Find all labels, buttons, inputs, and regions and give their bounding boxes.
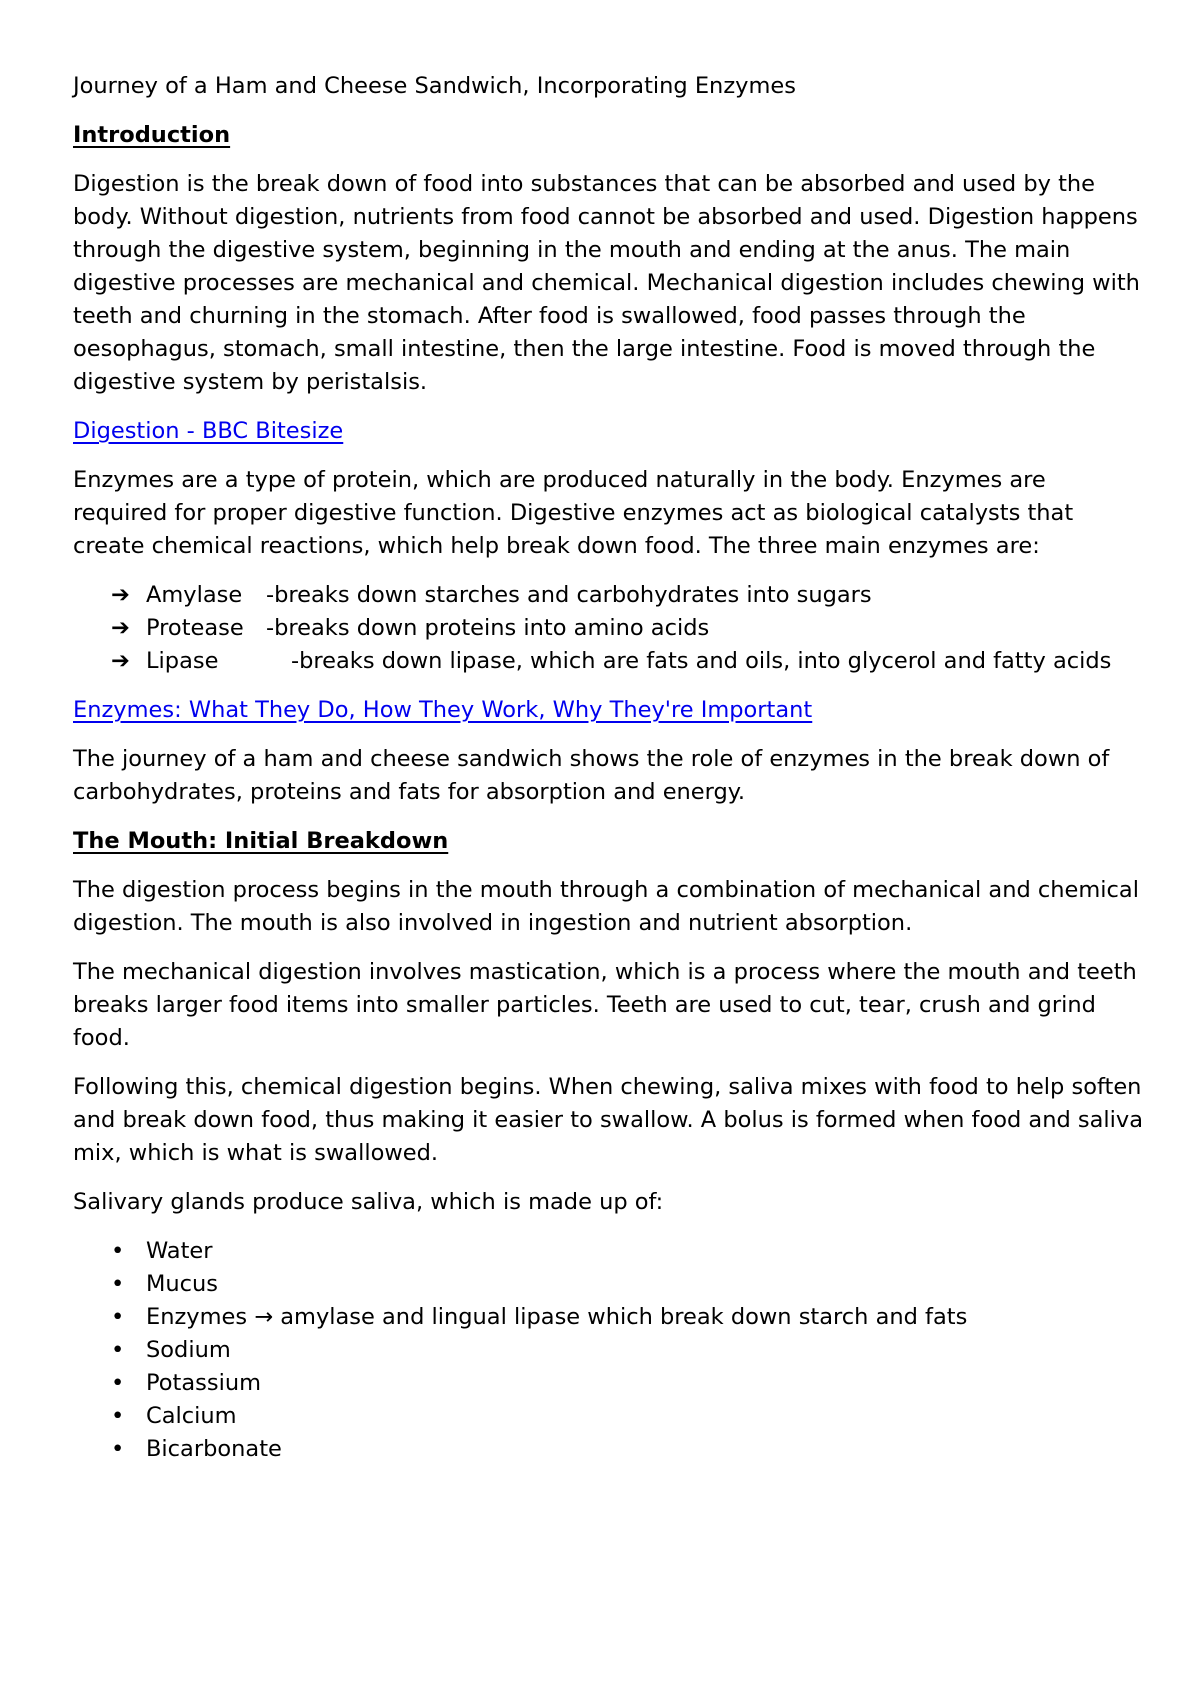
journey-paragraph: The journey of a ham and cheese sandwich shows the role of enzymes in the break down of carbohydrates, proteins and fats for absorption and energy. — [73, 746, 1110, 805]
list-item — [73, 1235, 1143, 1268]
bullet-icon: • — [111, 1271, 125, 1297]
list-item — [73, 1433, 1143, 1466]
mouth-heading: The Mouth: Initial Breakdown — [73, 828, 449, 854]
list-item — [73, 1268, 1143, 1301]
mouth-paragraph-2: The mechanical digestion involves mastication, which is a process where the mouth and teeth breaks larger food items into smaller particles. Teeth are used to cut, tear, crush and grind food. — [73, 959, 1137, 1051]
list-item — [73, 645, 1143, 678]
list-item — [73, 1400, 1143, 1433]
list-item-text: Sodium — [146, 1337, 231, 1363]
list-item — [73, 1367, 1143, 1400]
bullet-icon: • — [111, 1370, 125, 1396]
enzyme-description: -breaks down proteins into amino acids — [266, 615, 710, 641]
introduction-heading: Introduction — [73, 122, 231, 148]
introduction-paragraph: Digestion is the break down of food into substances that can be absorbed and used by the body. Without digestion, nutrients from food cannot be absorbed and used. Digestion happens through the digestive system, beginning in the mouth and ending at the anus. The main digestive processes are mechanical and chemical. Mechanical digestion includes chewing with teeth and churning in the stomach. After food is swallowed, food passes through the oesophagus, stomach, small intestine, then the large intestine. Food is moved through the digestive system by peristalsis. — [73, 171, 1140, 395]
list-item — [73, 1301, 1143, 1334]
bullet-icon: • — [111, 1436, 125, 1462]
list-item — [73, 579, 1143, 612]
list-item-text: Mucus — [146, 1271, 219, 1297]
list-item — [73, 612, 1143, 645]
enzyme-name: Amylase — [146, 582, 243, 608]
bullet-icon: • — [111, 1238, 125, 1264]
enzymes-paragraph: Enzymes are a type of protein, which are produced naturally in the body. Enzymes are required for proper digestive function. Digestive enzymes act as biological catalysts that create chemical reactions, which help break down food. The three main enzymes are: — [73, 467, 1074, 559]
bbc-bitesize-link[interactable]: Digestion - BBC Bitesize — [73, 418, 344, 444]
list-item-text: Enzymes → amylase and lingual lipase which break down starch and fats — [146, 1304, 968, 1330]
saliva-components-list — [73, 1235, 1143, 1466]
arrow-bullet-icon: ➔ — [111, 582, 130, 608]
enzymes-article-link[interactable]: Enzymes: What They Do, How They Work, Why They're Important — [73, 697, 813, 723]
list-item-text: Water — [146, 1238, 213, 1264]
list-item-text: Calcium — [146, 1403, 237, 1429]
list-item-text: Bicarbonate — [146, 1436, 282, 1462]
bullet-icon: • — [111, 1304, 125, 1330]
document-title: Journey of a Ham and Cheese Sandwich, Incorporating Enzymes — [73, 73, 796, 99]
arrow-bullet-icon: ➔ — [111, 648, 130, 674]
enzyme-name: Lipase — [146, 648, 219, 674]
bullet-icon: • — [111, 1337, 125, 1363]
enzymes-list — [73, 579, 1143, 678]
document-page — [73, 70, 1143, 1482]
list-item — [73, 1334, 1143, 1367]
arrow-bullet-icon: ➔ — [111, 615, 130, 641]
mouth-paragraph-3: Following this, chemical digestion begins. When chewing, saliva mixes with food to help soften and break down food, thus making it easier to swallow. A bolus is formed when food and saliva mix, which is what is swallowed. — [73, 1074, 1144, 1166]
enzyme-name: Protease — [146, 615, 244, 641]
enzyme-description: -breaks down lipase, which are fats and oils, into glycerol and fatty acids — [291, 648, 1112, 674]
list-item-text: Potassium — [146, 1370, 262, 1396]
bullet-icon: • — [111, 1403, 125, 1429]
mouth-paragraph-4: Salivary glands produce saliva, which is made up of: — [73, 1189, 664, 1215]
enzyme-description: -breaks down starches and carbohydrates into sugars — [266, 582, 872, 608]
mouth-paragraph-1: The digestion process begins in the mouth through a combination of mechanical and chemical digestion. The mouth is also involved in ingestion and nutrient absorption. — [73, 877, 1139, 936]
